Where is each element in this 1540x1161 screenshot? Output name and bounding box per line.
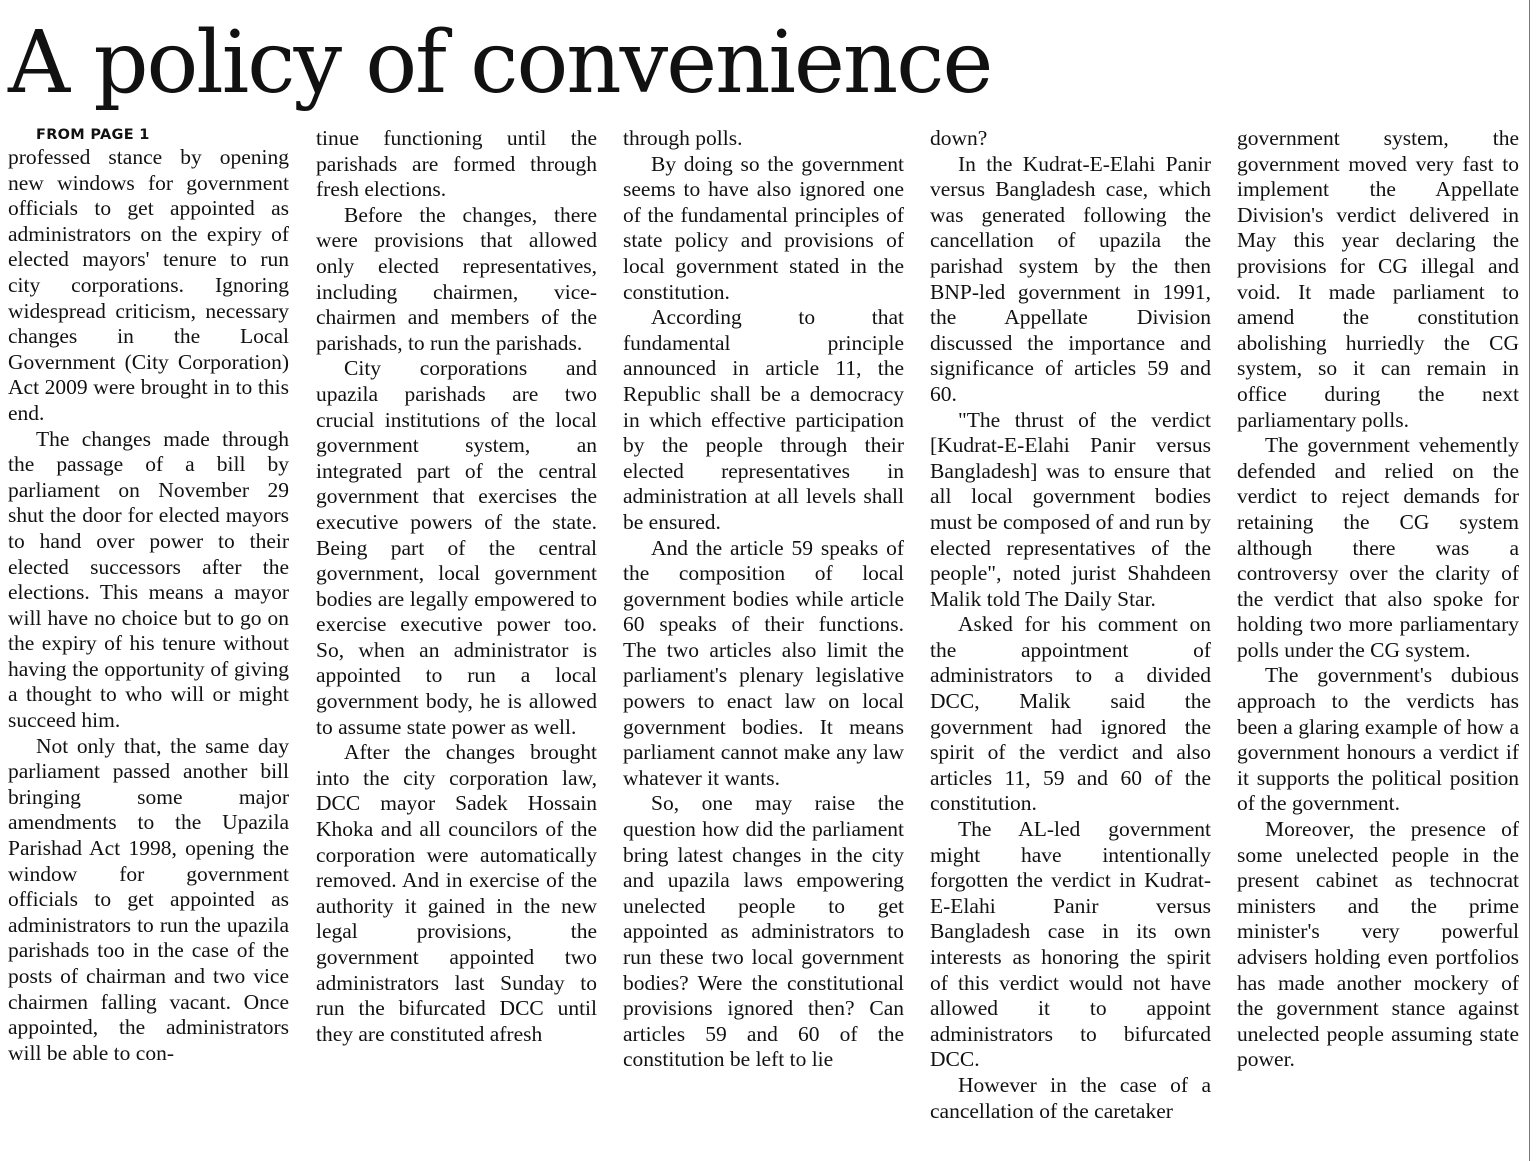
- paragraph: The changes made through the passage of a bill by parliament on November 29 shut the door for elected mayors to hand over power to their elected successors after the elections. This means a mayor will have no choice but to go on the expiry of his tenure without having the opportunity of giving a thought to who will or might succeed him.: [8, 426, 289, 733]
- article-column-2: [316, 126, 597, 1156]
- paragraph: The AL-led government might have intentionally forgotten the verdict in Kudrat-E-Elahi Panir versus Bangladesh case in its own interests as honoring the spirit of this verdict would not have allowed it to appoint administrators to bifurcated DCC.: [930, 817, 1211, 1072]
- paragraph: down?: [930, 126, 988, 150]
- paragraph: In the Kudrat-E-Elahi Panir versus Bangladesh case, which was generated following the cancellation of upazila the parishad system by the then BNP-led government in 1991, the Appellate Division discussed the importance and significance of articles 59 and 60.: [930, 151, 1211, 406]
- paragraph: City corporations and upazila parishads are two crucial institutions of the local government system, an integrated part of the central government that exercises the executive powers of the state. Being part of the central government, local government bodies are legally empowered to exercise executive power too. So, when an administrator is appointed to run a local government body, he is allowed to assume state power as well.: [316, 356, 597, 739]
- article-columns: [8, 126, 1520, 1156]
- column-rule: [1529, 0, 1530, 1161]
- article-headline: A policy of convenience: [8, 13, 992, 113]
- paragraph: And the article 59 speaks of the composition of local government bodies while article 60 speaks of their functions. The two articles also limit the parliament's plenary legislative powers to enact law on local government bodies. It means parliament cannot make any law whatever it wants.: [623, 535, 904, 790]
- article-column-3: [623, 126, 904, 1156]
- paragraph: through polls.: [623, 126, 743, 150]
- paragraph: Moreover, the presence of some unelected people in the present cabinet as technocrat ministers and the prime minister's very powerful advisers holding even portfolios has made another mockery of the government stance against unelected people assuming state power.: [1237, 817, 1519, 1072]
- paragraph: So, one may raise the question how did the parliament bring latest changes in the city and upazila laws empowering unelected people to get appointed as administrators to run these two local government bodies? Were the constitutional provisions ignored then? Can articles 59 and 60 of the constitution be left to lie: [623, 791, 904, 1072]
- paragraph: Not only that, the same day parliament passed another bill bringing some major amendments to the Upazila Parishad Act 1998, opening the window for government officials to get appointed as administrators to run the upazila parishads too in the case of the posts of chairman and two vice chairmen falling vacant. Once appointed, the administrators will be able to con-: [8, 733, 289, 1065]
- paragraph: government system, the government moved very fast to implement the Appellate Division's verdict delivered in May this year declaring the provisions for CG illegal and void. It made parliament to amend the constitution abolishing hurriedly the CG system, so it can remain in office during the next parliamentary polls.: [1237, 126, 1519, 432]
- paragraph: After the changes brought into the city corporation law, DCC mayor Sadek Hossain Khoka and all councilors of the corporation were automatically removed. And in exercise of the authority it gained in the new legal provisions, the government appointed two administrators last Sunday to run the bifurcated DCC until they are constituted afresh: [316, 740, 597, 1046]
- paragraph: tinue functioning until the parishads are formed through fresh elections.: [316, 126, 597, 202]
- article-column-1: [8, 126, 289, 1156]
- article-column-4: [930, 126, 1211, 1156]
- paragraph: The government vehemently defended and relied on the verdict to reject demands for retaining the CG system although there was a controversy over the clarity of the verdict that also spoke for holding two more parliamentary polls under the CG system.: [1237, 433, 1519, 662]
- paragraph: The government's dubious approach to the verdicts has been a glaring example of how a government honours a verdict if it supports the political position of the government.: [1237, 663, 1519, 816]
- kicker: FROM PAGE 1: [36, 127, 150, 143]
- paragraph: "The thrust of the verdict [Kudrat-E-Elahi Panir versus Bangladesh] was to ensure that all local government bodies must be composed of and run by elected representatives of the people", noted jurist Shahdeen Malik told The Daily Star.: [930, 407, 1211, 611]
- paragraph: Before the changes, there were provisions that allowed only elected representatives, including chairmen, vice-chairmen and members of the parishads, to run the parishads.: [316, 202, 597, 355]
- paragraph: Asked for his comment on the appointment of administrators to a divided DCC, Malik said the government had ignored the spirit of the verdict and also articles 11, 59 and 60 of the constitution.: [930, 612, 1211, 816]
- paragraph: However in the case of a cancellation of the caretaker: [930, 1072, 1211, 1123]
- paragraph: professed stance by opening new windows for government officials to get appointed as administrators on the expiry of elected mayors' tenure to run city corporations. Ignoring widespread criticism, necessary changes in the Local Government (City Corporation) Act 2009 were brought in to this end.: [8, 145, 289, 425]
- paragraph: According to that fundamental principle announced in article 11, the Republic shall be a democracy in which effective participation by the people through their elected representatives in administration at all levels shall be ensured.: [623, 305, 904, 534]
- article-column-5: [1237, 126, 1519, 1156]
- paragraph: By doing so the government seems to have also ignored one of the fundamental principles of state policy and provisions of local government stated in the constitution.: [623, 151, 904, 304]
